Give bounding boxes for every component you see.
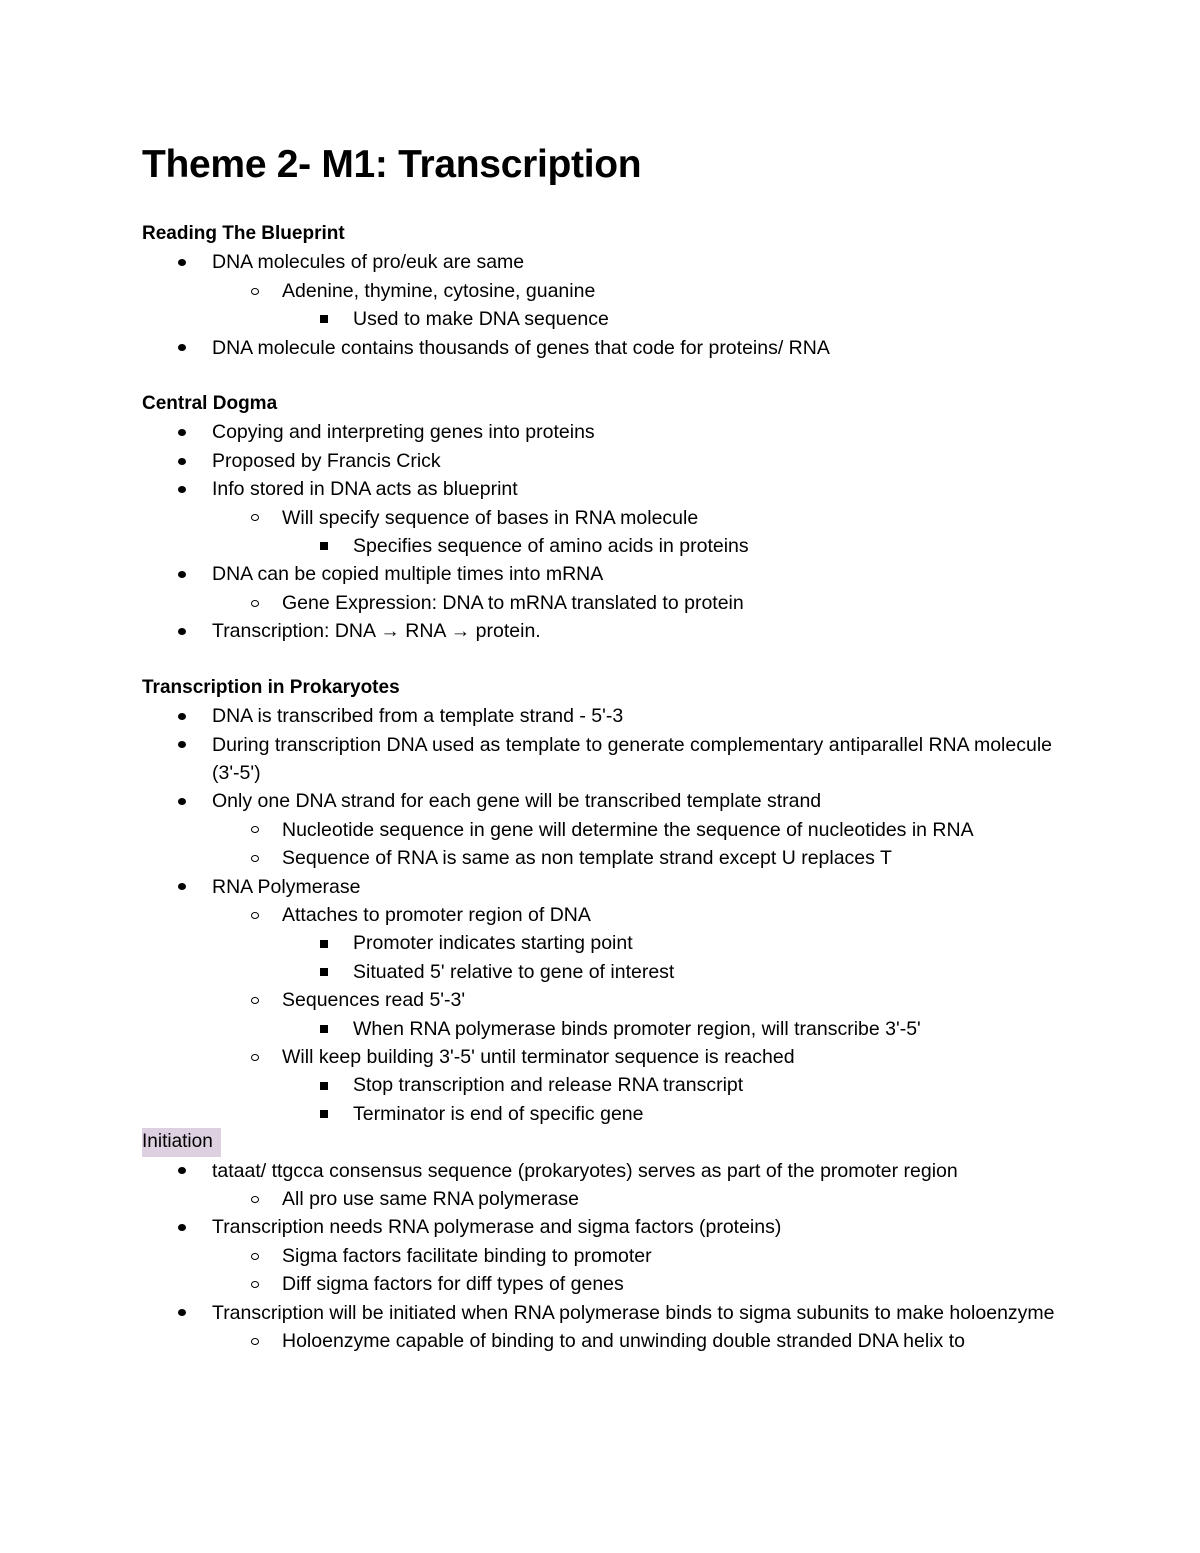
list-item — [142, 1327, 1082, 1355]
list-item — [142, 305, 1082, 333]
bullet-circle-icon — [245, 816, 265, 844]
list-item-text: DNA molecules of pro/euk are same — [212, 251, 525, 274]
list-item — [142, 901, 1082, 929]
bullet-circle-icon — [245, 1242, 265, 1270]
list-item-text: Holoenzyme capable of binding to and unwinding double stranded DNA helix to — [282, 1330, 965, 1353]
list-item-text: Transcription: DNA → RNA → protein. — [212, 620, 541, 643]
list-item-text: Gene Expression: DNA to mRNA translated to protein — [282, 591, 744, 614]
bullet-circle-icon — [245, 1270, 265, 1298]
bullet-circle-icon — [245, 844, 265, 872]
bullet-disc-icon — [172, 248, 192, 276]
bullet-disc-icon — [172, 447, 192, 475]
bullet-circle-icon — [245, 1327, 265, 1355]
bullet-square-icon — [314, 1100, 334, 1128]
list-item-text: Stop transcription and release RNA transcript — [353, 1074, 744, 1097]
section — [142, 220, 1082, 362]
list-item — [142, 1242, 1082, 1270]
list-item — [142, 929, 1082, 957]
list-item-text: Proposed by Francis Crick — [212, 449, 441, 472]
bullet-square-icon — [314, 532, 334, 560]
list-item — [142, 1015, 1082, 1043]
list-item — [142, 787, 1082, 815]
list-item — [142, 248, 1082, 276]
bullet-disc-icon — [172, 731, 192, 759]
bullet-disc-icon — [172, 1299, 192, 1327]
list-item-text: Attaches to promoter region of DNA — [282, 903, 591, 926]
bullet-circle-icon — [245, 901, 265, 929]
list-item-text: Will specify sequence of bases in RNA molecule — [282, 506, 699, 529]
list-item-text: Copying and interpreting genes into proteins — [212, 421, 595, 444]
list-item — [142, 1185, 1082, 1213]
bullet-square-icon — [314, 305, 334, 333]
bullet-circle-icon — [245, 277, 265, 305]
list-item — [142, 475, 1082, 503]
section-heading: Transcription in Prokaryotes — [142, 676, 400, 698]
list-item — [142, 560, 1082, 588]
bullet-circle-icon — [245, 1043, 265, 1071]
list-item — [142, 1100, 1082, 1128]
list-item-text: Diff sigma factors for diff types of genes — [282, 1273, 624, 1296]
list-item-text: Situated 5' relative to gene of interest — [353, 960, 675, 983]
list-item — [142, 1299, 1082, 1327]
document-content — [142, 143, 1082, 1355]
bullet-square-icon — [314, 1071, 334, 1099]
list-item-text: Terminator is end of specific gene — [353, 1102, 644, 1125]
section-heading: Initiation — [142, 1128, 221, 1156]
list-item-text: Sequences read 5'-3' — [282, 989, 466, 1012]
section — [142, 390, 1082, 646]
list-item-text: DNA is transcribed from a template strand - 5'-3 — [212, 705, 624, 728]
bullet-circle-icon — [245, 504, 265, 532]
bullet-disc-icon — [172, 617, 192, 645]
list-item-text: Transcription will be initiated when RNA polymerase binds to sigma subunits to make holoenzyme — [212, 1301, 1055, 1324]
list-item — [142, 1043, 1082, 1071]
list-item — [142, 617, 1082, 645]
list-item — [142, 702, 1082, 730]
list-item-text: RNA Polymerase — [212, 875, 361, 898]
list-item — [142, 418, 1082, 446]
bullet-circle-icon — [245, 589, 265, 617]
sections-container — [142, 220, 1082, 1355]
list-item — [142, 447, 1082, 475]
bullet-square-icon — [314, 1015, 334, 1043]
bullet-disc-icon — [172, 475, 192, 503]
bullet-disc-icon — [172, 560, 192, 588]
list-item — [142, 816, 1082, 844]
list-item-text: tataat/ ttgcca consensus sequence (prokaryotes) serves as part of the promoter region — [212, 1159, 958, 1182]
list-item-text: Will keep building 3'-5' until terminator sequence is reached — [282, 1045, 795, 1068]
list-item-text: Specifies sequence of amino acids in proteins — [353, 535, 749, 558]
list-item-text: Info stored in DNA acts as blueprint — [212, 478, 518, 501]
list-item — [142, 873, 1082, 901]
list-item — [142, 986, 1082, 1014]
list-item-text: Adenine, thymine, cytosine, guanine — [282, 279, 596, 302]
bullet-disc-icon — [172, 1213, 192, 1241]
list-item-text: DNA molecule contains thousands of genes that code for proteins/ RNA — [212, 336, 830, 359]
section — [142, 674, 1082, 1129]
list-item-text: Sequence of RNA is same as non template strand except U replaces T — [282, 847, 892, 870]
list-item-text: During transcription DNA used as template to generate complementary antiparallel RNA molecule (3'-5') — [212, 733, 1053, 784]
bullet-disc-icon — [172, 1157, 192, 1185]
list-item — [142, 1213, 1082, 1241]
bullet-disc-icon — [172, 418, 192, 446]
list-item-text: When RNA polymerase binds promoter region, will transcribe 3'-5' — [353, 1017, 921, 1040]
bullet-circle-icon — [245, 1185, 265, 1213]
bullet-disc-icon — [172, 702, 192, 730]
list-item — [142, 1270, 1082, 1298]
list-item — [142, 334, 1082, 362]
bullet-disc-icon — [172, 787, 192, 815]
list-item-text: Only one DNA strand for each gene will be transcribed template strand — [212, 790, 822, 813]
list-item-text: Used to make DNA sequence — [353, 308, 609, 331]
list-item — [142, 589, 1082, 617]
list-item — [142, 277, 1082, 305]
bullet-disc-icon — [172, 873, 192, 901]
list-item — [142, 958, 1082, 986]
list-item-text: Sigma factors facilitate binding to promoter — [282, 1244, 652, 1267]
list-item-text: DNA can be copied multiple times into mRNA — [212, 563, 604, 586]
list-item-text: Transcription needs RNA polymerase and sigma factors (proteins) — [212, 1216, 782, 1239]
list-item-text: Nucleotide sequence in gene will determine the sequence of nucleotides in RNA — [282, 818, 974, 841]
list-item — [142, 1071, 1082, 1099]
list-item — [142, 532, 1082, 560]
section — [142, 1128, 1082, 1355]
list-item — [142, 731, 1082, 788]
bullet-square-icon — [314, 958, 334, 986]
bullet-disc-icon — [172, 334, 192, 362]
page-title: Theme 2- M1: Transcription — [142, 143, 642, 186]
list-item — [142, 844, 1082, 872]
list-item-text: Promoter indicates starting point — [353, 932, 633, 955]
list-item — [142, 1157, 1082, 1185]
section-heading: Reading The Blueprint — [142, 223, 345, 244]
bullet-square-icon — [314, 929, 334, 957]
section-heading: Central Dogma — [142, 393, 278, 415]
list-item-text: All pro use same RNA polymerase — [282, 1188, 579, 1210]
list-item — [142, 504, 1082, 532]
bullet-circle-icon — [245, 986, 265, 1014]
